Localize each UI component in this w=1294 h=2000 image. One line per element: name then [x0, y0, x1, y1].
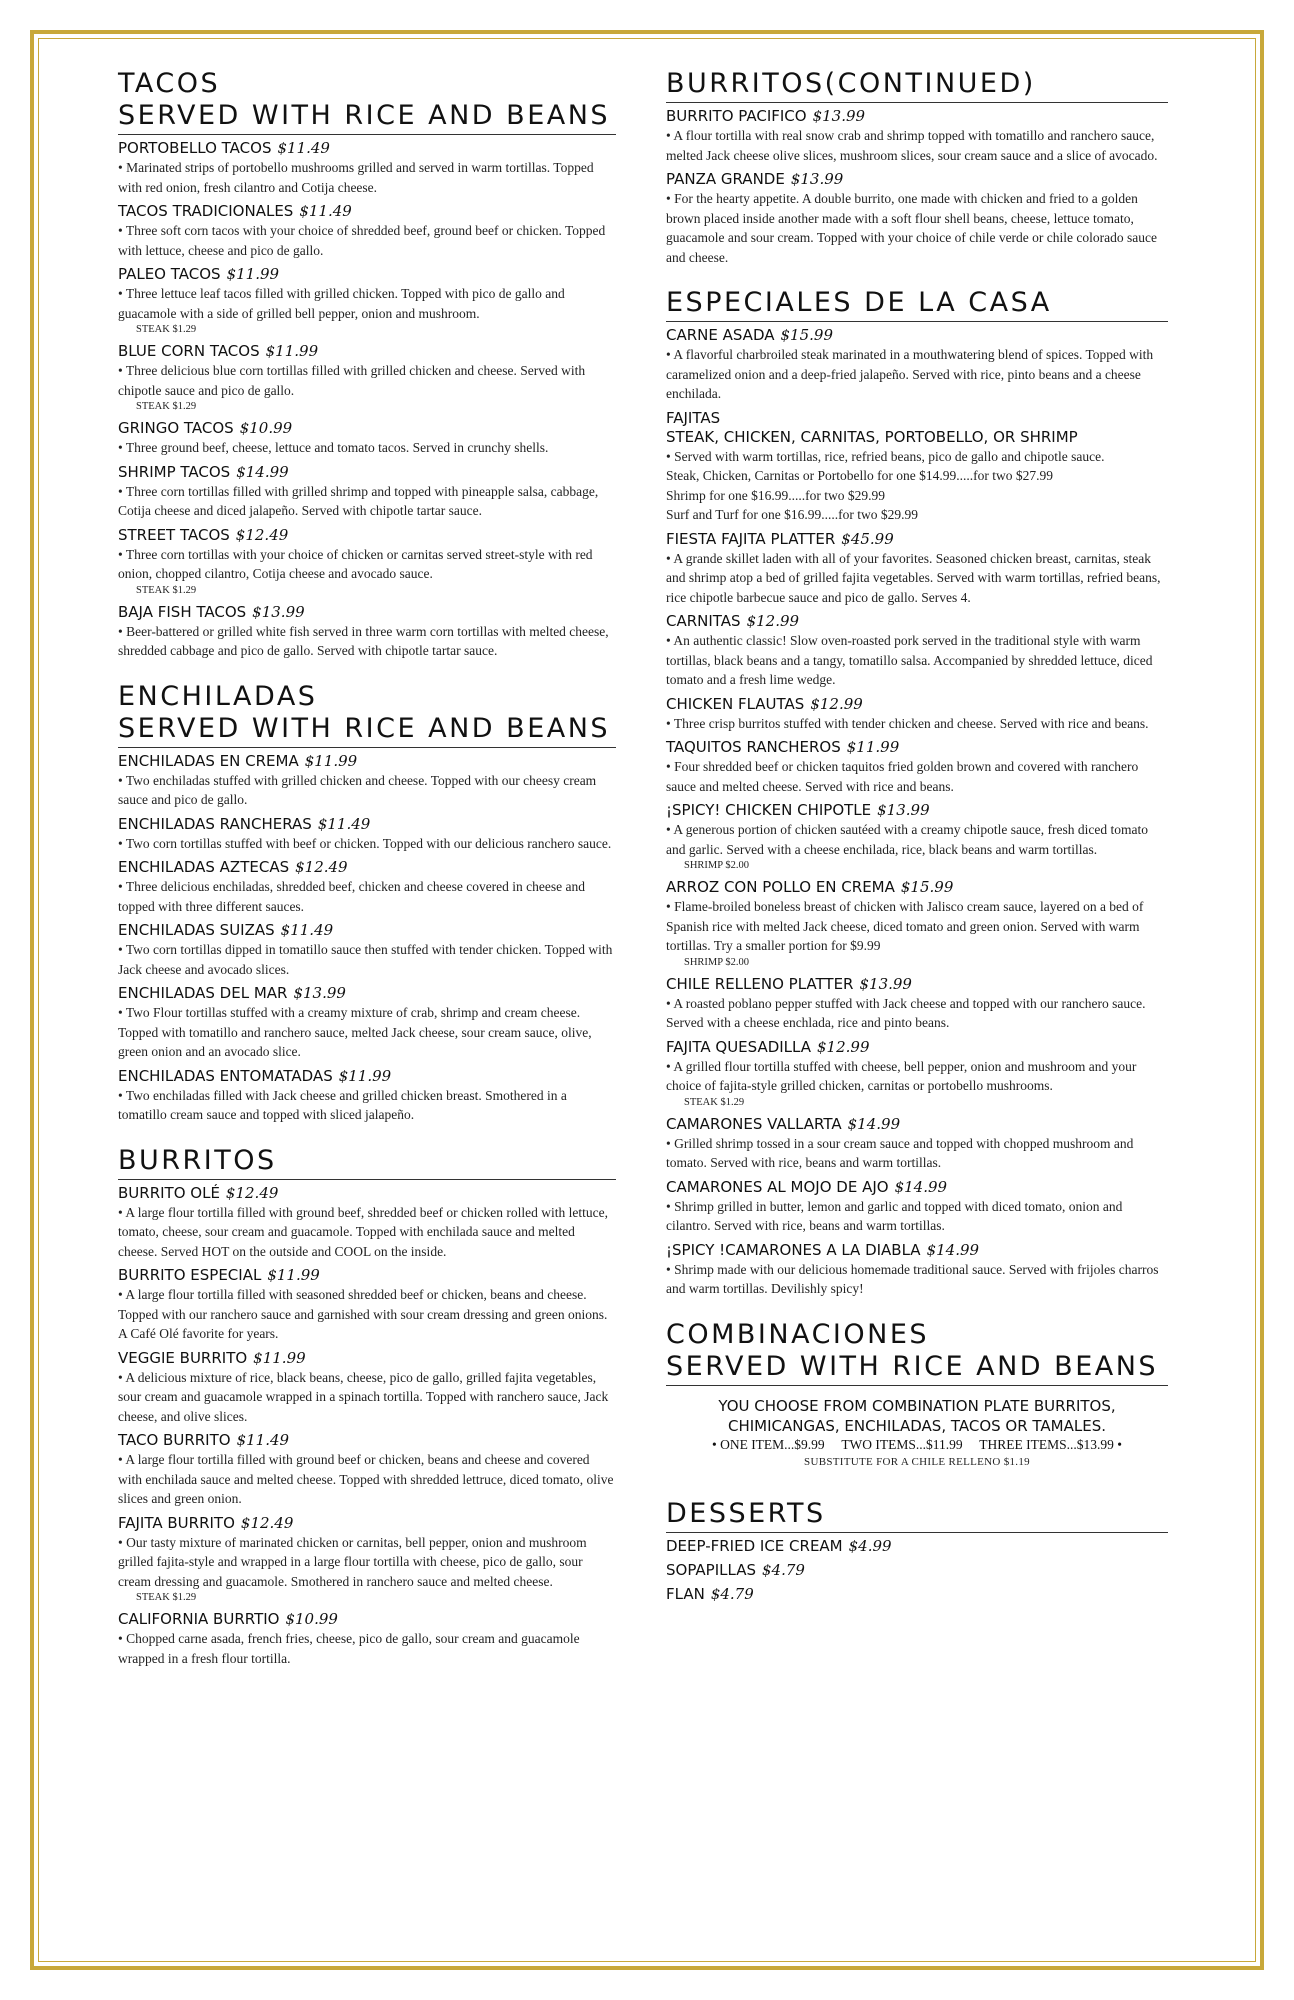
item-name: ¡SPICY !CAMARONES A LA DIABLA	[666, 1240, 921, 1259]
item-name: CALIFORNIA BURRTIO	[118, 1610, 280, 1628]
menu-item	[118, 752, 616, 810]
item-description: • Two Flour tortillas stuffed with a creamy mixture of crab, shrimp and cream cheese. Topped with tomatillo and ranchero sauce, melted Jack cheese, sour cream sauce, olive, green onion and an avocado slice.	[118, 1005, 592, 1059]
menu-item	[118, 419, 616, 458]
menu-item	[118, 265, 616, 337]
menu-item	[666, 878, 1168, 970]
menu-item	[118, 603, 616, 661]
menu-item	[118, 815, 616, 854]
combo-line-2: CHIMICANGAS, ENCHILADAS, TACOS OR TAMALES.	[727, 1416, 1107, 1435]
item-price-line: Surf and Turf for one $16.99.....for two $29.99	[666, 507, 918, 522]
item-name: CAMARONES VALLARTA	[666, 1114, 842, 1133]
item-addon: STEAK $1.29	[684, 1096, 745, 1108]
item-price: $11.49	[277, 139, 330, 157]
item-name: BURRITO OLÉ	[118, 1183, 220, 1202]
item-description: • A grilled flour tortilla stuffed with cheese, bell pepper, onion and mushroom and your choice of fajita-style grilled chicken, carnitas or portobello mushrooms.	[666, 1058, 1137, 1093]
item-price: $13.99	[252, 602, 305, 621]
item-price: $4.79	[710, 1584, 754, 1603]
item-price: $45.99	[841, 529, 894, 548]
item-description: • A grande skillet laden with all of your favorites. Seasoned chicken breast, carnitas, steak and shrimp atop a bed of grilled fajita vegetables. Served with warm tortillas, refried beans, rice chipotle barbecue sauce and pico de gallo. Serves 4.	[666, 550, 1161, 605]
item-description: • A flour tortilla with real snow crab and shrimp topped with tomatillo and ranchero sauce, melted Jack cheese olive slices, mushroom slices, sour cream sauce and a slice of avocado.	[666, 128, 1158, 163]
section-title: BURRITOS(CONTINUED)	[666, 68, 1036, 99]
item-description: • Three lettuce leaf tacos filled with grilled chicken. Topped with pico de gallo and guacamole with a side of grilled bell pepper, onion and mushroom.	[118, 286, 565, 321]
item-name-line	[666, 1115, 1168, 1134]
item-name: STREET TACOS	[118, 525, 230, 544]
item-name: DEEP-FRIED ICE CREAM	[666, 1536, 843, 1555]
item-price: $12.99	[746, 612, 800, 630]
item-name: BAJA FISH TACOS	[118, 602, 247, 621]
section-title: COMBINACIONES	[666, 1318, 930, 1350]
menu-item	[666, 612, 1168, 690]
item-name-line	[118, 1431, 616, 1450]
section-burritos	[118, 1145, 616, 1669]
item-name: FIESTA FAJITA PLATTER	[666, 529, 836, 548]
item-price: $11.49	[236, 1431, 290, 1449]
item-addon: STEAK $1.29	[136, 584, 197, 596]
item-name: FAJITA BURRITO	[118, 1513, 235, 1532]
item-description: • Chopped carne asada, french fries, cheese, pico de gallo, sour cream and guacamole wrapped in a fresh flour tortilla.	[118, 1631, 580, 1666]
section-especiales	[666, 287, 1168, 1299]
item-price: $12.49	[240, 1513, 294, 1532]
menu-item	[666, 738, 1168, 796]
item-price: $13.99	[877, 801, 930, 819]
item-name-line	[118, 419, 616, 438]
menu-item	[666, 170, 1168, 267]
item-name: SOPAPILLAS	[666, 1560, 756, 1579]
right-column	[666, 68, 1168, 1624]
menu-item	[666, 1038, 1168, 1110]
section-enchiladas	[118, 681, 616, 1125]
item-description: • Three crisp burritos stuffed with tender chicken and cheese. Served with rice and beans.	[666, 715, 1149, 731]
item-price: $11.99	[338, 1066, 392, 1085]
item-name: ARROZ CON POLLO EN CREMA	[666, 878, 895, 896]
item-name-line	[666, 612, 1168, 631]
item-price: $14.99	[894, 1177, 948, 1196]
item-price-line: Steak, Chicken, Carnitas or Portobello for one $14.99.....for two $27.99	[666, 468, 1053, 483]
item-name: ENCHILADAS DEL MAR	[118, 984, 288, 1002]
menu-item	[118, 342, 616, 414]
section-title: ENCHILADAS	[118, 680, 318, 712]
item-price: $14.99	[236, 462, 289, 481]
item-name-line	[666, 1537, 1168, 1556]
item-description: • A large flour tortilla filled with ground beef, shredded beef or chicken rolled with lettuce, tomato, cheese, sour cream and guacamole. Topped with enchilada sauce and melted cheese. Served HOT on the outside and COOL on the inside.	[118, 1204, 608, 1259]
menu-item	[118, 1349, 616, 1427]
section-rule	[666, 102, 1168, 103]
section-desserts	[666, 1498, 1168, 1604]
item-description: • Three delicious blue corn tortillas filled with grilled chicken and cheese. Served with chipotle sauce and pico de gallo.	[118, 363, 586, 398]
item-name: BLUE CORN TACOS	[118, 342, 260, 360]
item-name: BURRITO PACIFICO	[666, 107, 807, 125]
item-price: $4.99	[848, 1536, 892, 1555]
section-combinaciones	[666, 1319, 1168, 1470]
section-subtitle: SERVED WITH RICE AND BEANS	[118, 712, 611, 744]
item-name-line	[666, 530, 1168, 549]
item-name: CARNITAS	[666, 612, 741, 630]
item-price: $15.99	[900, 878, 954, 896]
item-price: $12.99	[817, 1037, 870, 1056]
item-name-line	[666, 695, 1168, 714]
item-description: • Flame-broiled boneless breast of chicken with Jalisco cream sauce, layered on a bed of Spanish rice with melted Jack cheese, diced tomato and green onion. Served with warm tortillas. Try a smaller portion for $9.99	[666, 899, 1144, 953]
item-price: $13.99	[790, 170, 844, 188]
item-price: $13.99	[812, 107, 866, 125]
item-name-line	[118, 1610, 616, 1629]
item-description: • For the hearty appetite. A double burrito, one made with chicken and fried to a golden brown placed inside another made with a soft flour shell beans, cheese, lettuce tomato, guacamole and sour cream. Topped with your choice of chile verde or chile colorado sauce and cheese.	[666, 191, 1157, 265]
item-price: $13.99	[293, 984, 346, 1002]
item-name: FAJITA QUESADILLA	[666, 1037, 812, 1056]
item-name-line	[118, 858, 616, 877]
item-name: FLAN	[666, 1584, 705, 1603]
item-price: $10.99	[239, 419, 293, 437]
menu-item	[666, 1178, 1168, 1236]
item-name: TAQUITOS RANCHEROS	[666, 738, 841, 756]
item-name-line	[666, 1178, 1168, 1197]
item-name-line	[118, 202, 616, 221]
menu-item	[118, 1266, 616, 1344]
item-name-line	[118, 1266, 616, 1285]
menu-item	[118, 202, 616, 260]
item-name-line	[666, 878, 1168, 897]
menu-item	[118, 1431, 616, 1509]
menu-item	[666, 1537, 1168, 1556]
item-name-line	[118, 1349, 616, 1368]
menu-item	[666, 1561, 1168, 1580]
item-name: ENCHILADAS RANCHERAS	[118, 814, 312, 833]
item-description: • Served with warm tortillas, rice, refried beans, pico de gallo and chipotle sauce.	[666, 448, 1105, 464]
item-name: CHILE RELLENO PLATTER	[666, 974, 854, 993]
item-name-line	[666, 409, 1168, 428]
item-description: • Beer-battered or grilled white fish served in three warm corn tortillas with melted cheese, shredded cabbage and pico de gallo. Served with chipotle tartar sauce.	[118, 623, 609, 658]
combo-details	[666, 1396, 1168, 1470]
item-name: TACOS TRADICIONALES	[118, 202, 294, 220]
item-name-line	[118, 526, 616, 545]
item-description: • Shrimp grilled in butter, lemon and garlic and topped with diced tomato, onion and cilantro. Served with rice, beans and warm tortillas.	[666, 1198, 1123, 1233]
item-name-line	[118, 463, 616, 482]
item-description: • Grilled shrimp tossed in a sour cream sauce and topped with chopped mushroom and tomato. Served with rice, beans and warm tortillas.	[666, 1135, 1134, 1170]
item-price: $11.49	[299, 202, 352, 220]
item-price: $11.99	[265, 342, 319, 360]
item-name-line	[118, 342, 616, 361]
section-title: TACOS	[118, 68, 221, 99]
item-name: CARNE ASADA	[666, 326, 775, 344]
item-name-line	[118, 1514, 616, 1533]
item-name-line	[666, 1561, 1168, 1580]
item-name: CAMARONES AL MOJO DE AJO	[666, 1177, 889, 1196]
item-price: $11.49	[317, 814, 371, 833]
item-addon: STEAK $1.29	[136, 1592, 197, 1603]
section-title: BURRITOS	[118, 1144, 277, 1176]
menu-item	[118, 463, 616, 521]
section-tacos	[118, 68, 616, 661]
item-name: TACO BURRITO	[118, 1431, 231, 1449]
item-description: • Four shredded beef or chicken taquitos fried golden brown and covered with ranchero sauce and melted cheese. Served with rice and beans.	[666, 759, 1139, 794]
menu-item	[666, 975, 1168, 1033]
item-description: • Our tasty mixture of marinated chicken or carnitas, bell pepper, onion and mushroom grilled fajita-style and wrapped in a large flour tortilla with cheese, pico de gallo, sour cream dressing and guacamole. Smothered in ranchero sauce and melted cheese.	[118, 1534, 587, 1589]
menu-item	[666, 1585, 1168, 1604]
item-description: • A large flour tortilla filled with ground beef or chicken, beans and cheese and covered with enchilada sauce and melted cheese. Topped with shredded lettruce, diced tomato, olive slices and green onion.	[118, 1452, 614, 1506]
section-subtitle: SERVED WITH RICE AND BEANS	[118, 100, 611, 131]
item-name: ¡SPICY! CHICKEN CHIPOTLE	[666, 801, 872, 819]
menu-item	[118, 526, 616, 598]
item-name-line	[118, 1067, 616, 1086]
item-price: $12.49	[235, 525, 289, 544]
item-name-line	[118, 1184, 616, 1203]
item-name: PALEO TACOS	[118, 265, 221, 283]
menu-item	[118, 1184, 616, 1262]
section-rule	[118, 1179, 616, 1180]
item-name: PANZA GRANDE	[666, 170, 785, 188]
left-column	[118, 68, 616, 1688]
item-description: • Three soft corn tacos with your choice of shredded beef, ground beef or chicken. Topped with lettuce, cheese and pico de gallo.	[118, 223, 606, 258]
menu-item	[118, 1514, 616, 1606]
item-name: SHRIMP TACOS	[118, 462, 231, 481]
item-description: • Three corn tortillas filled with grilled shrimp and topped with pineapple salsa, cabbage, Cotija cheese and diced jalapeño. Served with chipotle tartar sauce.	[118, 483, 599, 518]
section-subtitle: SERVED WITH RICE AND BEANS	[666, 1350, 1159, 1382]
item-description: • Two enchiladas stuffed with grilled chicken and cheese. Topped with our cheesy cream sauce and pico de gallo.	[118, 772, 597, 807]
item-name: GRINGO TACOS	[118, 419, 234, 437]
item-name: BURRITO ESPECIAL	[118, 1266, 262, 1284]
section-rule	[666, 1385, 1168, 1386]
section-rule	[118, 134, 616, 135]
item-name: ENCHILADAS EN CREMA	[118, 751, 299, 770]
item-price: $13.99	[859, 974, 912, 993]
item-description: • A generous portion of chicken sautéed with a creamy chipotle sauce, fresh diced tomato and garlic. Served with a cheese enchilada, rice, black beans and warm tortillas.	[666, 822, 1148, 857]
menu-item	[666, 409, 1168, 525]
section-rule	[118, 747, 616, 748]
item-name: PORTOBELLO TACOS	[118, 139, 272, 157]
menu-item	[118, 1610, 616, 1668]
item-price-line: Shrimp for one $16.99.....for two $29.99	[666, 487, 885, 503]
item-name: CHICKEN FLAUTAS	[666, 694, 805, 713]
menu-item	[666, 695, 1168, 734]
menu-item	[118, 1067, 616, 1125]
menu-item	[118, 984, 616, 1062]
item-name-line	[666, 801, 1168, 820]
item-name-line	[118, 752, 616, 771]
section-rule	[666, 321, 1168, 322]
item-price: $14.99	[847, 1114, 901, 1133]
item-description: • A delicious mixture of rice, black beans, cheese, pico de gallo, grilled fajita vegetables, sour cream and guacamole wrapped in a spinach tortilla. Topped with ranchero sauce, Jack cheese, and olive slices.	[118, 1369, 609, 1424]
menu-item	[666, 326, 1168, 404]
item-name-line	[666, 738, 1168, 757]
item-price: $11.99	[304, 751, 358, 770]
section-title: DESSERTS	[666, 1497, 826, 1529]
item-name-line	[118, 921, 616, 940]
item-name-line	[666, 107, 1168, 126]
item-price: $10.99	[285, 1610, 338, 1628]
item-price: $4.79	[762, 1560, 805, 1579]
item-name-line	[666, 1585, 1168, 1604]
menu-item	[118, 921, 616, 979]
menu-item	[666, 801, 1168, 873]
item-name-line	[666, 975, 1168, 994]
item-name-line	[118, 984, 616, 1003]
item-description: • A large flour tortilla filled with seasoned shredded beef or chicken, beans and cheese. Topped with our ranchero sauce and garnished with sour cream dressing and green onions. A Café Olé favorite for years.	[118, 1287, 608, 1341]
item-price: $12.49	[225, 1183, 279, 1202]
item-price: $11.99	[226, 265, 280, 283]
item-price: $11.99	[267, 1266, 320, 1284]
item-description: • Marinated strips of portobello mushrooms grilled and served in warm tortillas. Topped with red onion, fresh cilantro and Cotija cheese.	[118, 160, 594, 195]
item-addon: STEAK $1.29	[136, 401, 197, 412]
item-name-line	[666, 1241, 1168, 1260]
item-description: • A roasted poblano pepper stuffed with Jack cheese and topped with our ranchero sauce. Served with a cheese enchlada, rice and pinto beans.	[666, 995, 1146, 1030]
item-name: FAJITAS	[666, 408, 721, 427]
item-name: ENCHILADAS SUIZAS	[118, 921, 275, 939]
combo-prices: • ONE ITEM...$9.99 TWO ITEMS...$11.99 THREE ITEMS...$13.99 •	[711, 1436, 1123, 1452]
item-price: $11.99	[846, 738, 900, 756]
menu-item	[666, 1241, 1168, 1299]
menu-item	[666, 107, 1168, 165]
item-name: VEGGIE BURRITO	[118, 1348, 248, 1367]
item-description: • Two corn tortillas dipped in tomatillo sauce then stuffed with tender chicken. Topped with Jack cheese and avocado slices.	[118, 942, 613, 977]
item-name: ENCHILADAS AZTECAS	[118, 858, 290, 876]
item-price: $11.99	[253, 1348, 306, 1367]
menu-item	[118, 139, 616, 197]
menu-item	[118, 858, 616, 916]
item-price: $14.99	[926, 1240, 980, 1259]
item-name-line	[666, 1038, 1168, 1057]
item-name-line	[118, 603, 616, 622]
menu-item	[666, 1115, 1168, 1173]
item-description: • Three corn tortillas with your choice of chicken or carnitas served street-style with red onion, chopped cilantro, Cotija cheese and avocado sauce.	[118, 546, 593, 581]
item-description: • Shrimp made with our delicious homemade traditional sauce. Served with frijoles charros and warm tortillas. Devilishly spicy!	[666, 1261, 1159, 1296]
item-addon: STEAK $1.29	[136, 324, 197, 335]
item-name: ENCHILADAS ENTOMATADAS	[118, 1066, 333, 1085]
item-name-line	[666, 170, 1168, 189]
section-burritos-continued	[666, 68, 1168, 267]
item-description: • An authentic classic! Slow oven-roasted pork served in the traditional style with warm tortillas, black beans and a tangy, tomatillo salsa. Accompanied by shredded lettuce, diced tomato and a fresh lime wedge.	[666, 633, 1153, 687]
combo-line-1: YOU CHOOSE FROM COMBINATION PLATE BURRITOS,	[718, 1396, 1116, 1415]
item-name-line	[118, 265, 616, 284]
item-price: $15.99	[780, 326, 833, 344]
item-name-line	[118, 815, 616, 834]
item-name-line	[118, 139, 616, 158]
combo-note: SUBSTITUTE FOR A CHILE RELLENO $1.19	[804, 1455, 1030, 1468]
section-title: ESPECIALES DE LA CASA	[666, 287, 1052, 318]
item-name-line	[666, 326, 1168, 345]
item-price: $12.99	[810, 694, 863, 713]
item-description: • Three delicious enchiladas, shredded beef, chicken and cheese covered in cheese and topped with three different sauces.	[118, 879, 586, 914]
item-description: • A flavorful charbroiled steak marinated in a mouthwatering blend of spices. Topped with caramelized onion and a deep-fried jalapeño. Served with rice, pinto beans and a cheese enchilada.	[666, 347, 1154, 401]
item-subtitle: STEAK, CHICKEN, CARNITAS, PORTOBELLO, OR SHRIMP	[666, 427, 1078, 446]
item-description: • Three ground beef, cheese, lettuce and tomato tacos. Served in crunchy shells.	[118, 440, 549, 455]
menu-item	[666, 530, 1168, 608]
section-rule	[666, 1532, 1168, 1533]
item-description: • Two enchiladas filled with Jack cheese and grilled chicken breast. Smothered in a tomatillo cream sauce and topped with sliced jalapeño.	[118, 1087, 567, 1122]
item-addon: SHRIMP $2.00	[684, 860, 749, 871]
item-price: $11.49	[280, 921, 334, 939]
item-addon: SHRIMP $2.00	[684, 956, 749, 968]
item-description: • Two corn tortillas stuffed with beef or chicken. Topped with our delicious ranchero sauce.	[118, 835, 612, 851]
item-price: $12.49	[295, 858, 348, 876]
